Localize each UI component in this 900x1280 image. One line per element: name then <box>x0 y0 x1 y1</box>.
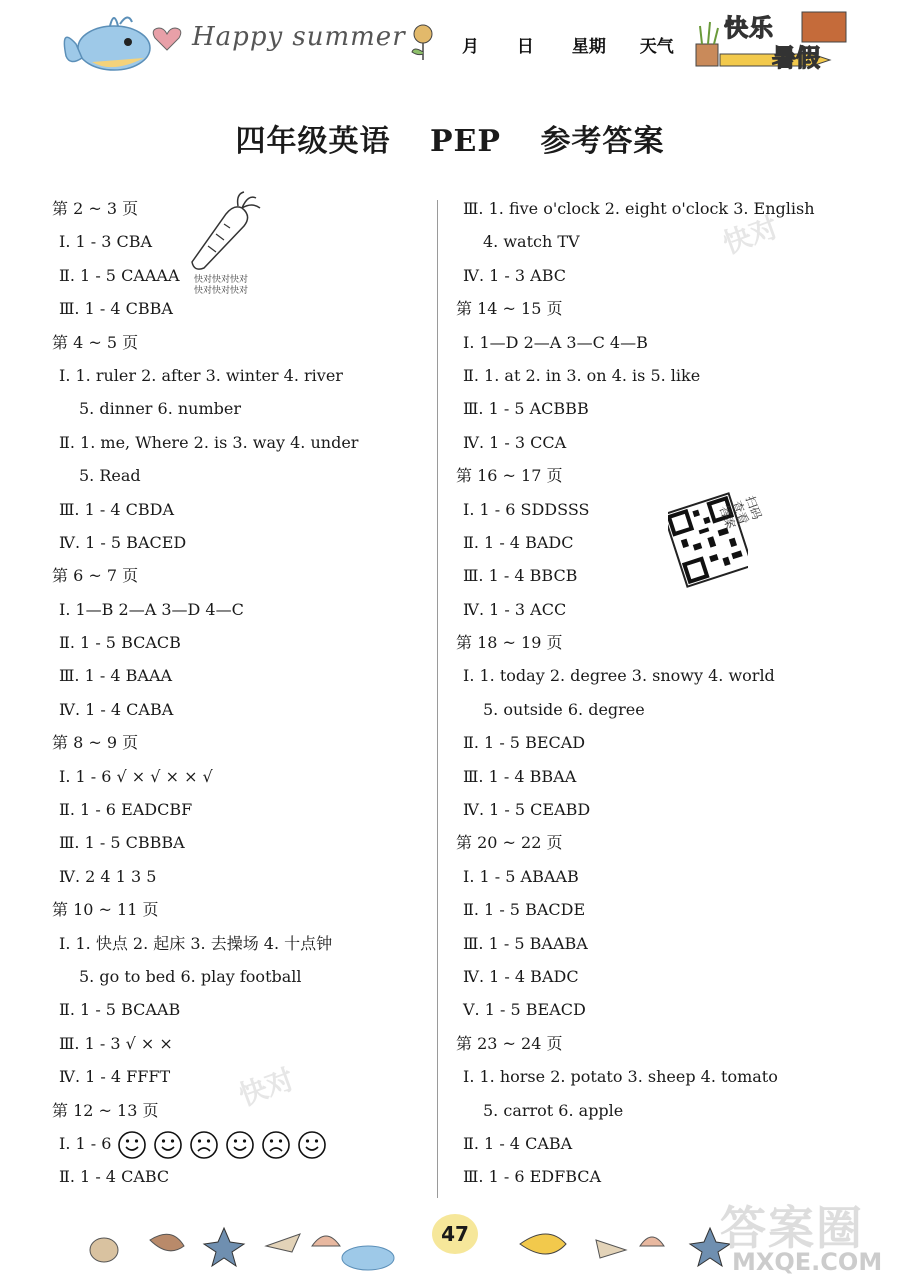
title-answers: 参考答案 <box>540 124 665 159</box>
answer-line <box>456 225 856 258</box>
answer-text: Ⅳ. 1 - 4 BADC <box>463 966 579 986</box>
answer-line <box>52 1127 422 1160</box>
answer-text: Ⅱ. 1 - 5 BACDE <box>463 900 586 920</box>
answer-line <box>456 1094 856 1127</box>
answer-text: 第 10 ~ 11 页 <box>52 900 159 920</box>
carrot-note-line: 快对快对快对 <box>194 275 249 285</box>
answer-line <box>456 392 856 425</box>
watermark-logo: 答案圈 <box>720 1201 864 1255</box>
answer-line <box>52 760 422 793</box>
page-range-heading <box>456 292 856 325</box>
answer-text: Ⅱ. 1 - 5 CAAAA <box>59 265 180 285</box>
weekday-label: 星期 <box>571 37 606 57</box>
answer-text: 第 8 ~ 9 页 <box>52 733 139 753</box>
badge-text-1: 快乐 <box>724 14 774 42</box>
answer-text: Ⅰ. 1—D 2—A 3—C 4—B <box>463 332 648 352</box>
smiley-face-icon <box>225 1130 255 1160</box>
flower-icon <box>408 22 438 62</box>
answer-line <box>52 392 422 425</box>
answer-text: 5. carrot 6. apple <box>483 1100 624 1120</box>
answer-text: Ⅲ. 1 - 3 √ × × <box>59 1033 173 1053</box>
answer-line <box>52 593 422 626</box>
answer-text: Ⅱ. 1 - 5 BCACB <box>59 633 181 653</box>
sad-face-icon <box>261 1130 291 1160</box>
answer-line <box>52 626 422 659</box>
answer-text: Ⅳ. 2 4 1 3 5 <box>59 866 157 886</box>
answer-line <box>52 927 422 960</box>
answer-text: Ⅲ. 1 - 5 CBBBA <box>59 833 185 853</box>
page-range-heading <box>52 559 422 592</box>
answer-text: Ⅰ. 1. horse 2. potato 3. sheep 4. tomato <box>463 1067 778 1087</box>
answer-text: Ⅱ. 1 - 5 BCAAB <box>59 1000 181 1020</box>
answer-text: Ⅲ. 1 - 6 EDFBCA <box>463 1167 602 1187</box>
answer-line <box>456 993 856 1026</box>
answer-text: Ⅱ. 1 - 4 BADC <box>463 532 574 552</box>
answer-line <box>456 259 856 292</box>
answer-text: 第 2 ~ 3 页 <box>52 199 139 218</box>
answer-line <box>456 693 856 726</box>
answer-line <box>52 1060 422 1093</box>
answer-text: Ⅳ. 1 - 3 ABC <box>463 265 567 285</box>
answer-text: Ⅰ. 1 - 6 <box>59 1133 112 1153</box>
sad-face-icon <box>189 1130 219 1160</box>
answer-text: Ⅱ. 1 - 4 CABC <box>59 1167 170 1187</box>
answer-text: Ⅲ. 1. five o'clock 2. eight o'clock 3. English <box>463 199 815 218</box>
happy-summer-text: Happy summer <box>192 22 406 52</box>
answer-text: Ⅲ. 1 - 4 CBBA <box>59 299 173 319</box>
page-range-heading <box>456 1027 856 1060</box>
page-range-heading <box>456 826 856 859</box>
answer-text: 第 14 ~ 15 页 <box>456 299 563 319</box>
answer-text: 5. go to bed 6. play football <box>79 966 302 986</box>
answer-text: Ⅲ. 1 - 4 BBAA <box>463 766 577 786</box>
answer-line <box>52 259 422 292</box>
page-range-heading <box>52 893 422 926</box>
answer-line <box>456 760 856 793</box>
answer-text: Ⅰ. 1. today 2. degree 3. snowy 4. world <box>463 666 775 686</box>
answer-line <box>456 1060 856 1093</box>
title-grade: 四年级英语 <box>235 124 391 159</box>
answer-line <box>52 993 422 1026</box>
page-range-heading <box>456 626 856 659</box>
answer-text: 第 20 ~ 22 页 <box>456 833 563 853</box>
answer-line <box>52 292 422 325</box>
answer-line <box>52 960 422 993</box>
answer-line <box>52 225 422 258</box>
smiley-face-icon <box>153 1130 183 1160</box>
answer-line <box>456 893 856 926</box>
answer-text: Ⅰ. 1. ruler 2. after 3. winter 4. river <box>59 365 343 385</box>
page-range-heading <box>52 326 422 359</box>
answer-line <box>456 192 856 225</box>
smiley-face-icon <box>297 1130 327 1160</box>
month-label: 月 <box>462 37 479 57</box>
answer-text: Ⅰ. 1. 快点 2. 起床 3. 去操场 4. 十点钟 <box>59 933 333 953</box>
answer-line <box>52 426 422 459</box>
answer-text: Ⅱ. 1 - 6 EADCBF <box>59 800 193 820</box>
page-title <box>0 116 900 160</box>
answer-line <box>456 1127 856 1160</box>
page-header <box>0 0 900 90</box>
answer-text: Ⅲ. 1 - 5 BAABA <box>463 933 588 953</box>
column-divider <box>437 200 438 1198</box>
qr-label: 扫码查看答案 <box>716 494 765 531</box>
watermark-ghost: 快对 <box>234 1062 299 1113</box>
answer-line <box>52 459 422 492</box>
answers-left-column <box>52 192 422 1194</box>
answer-text: Ⅴ. 1 - 5 BEACD <box>463 1000 586 1020</box>
answer-text: 第 4 ~ 5 页 <box>52 332 139 352</box>
title-edition: PEP <box>430 124 501 159</box>
face-answers <box>117 1128 333 1161</box>
answer-text: 第 6 ~ 7 页 <box>52 566 139 586</box>
answer-line <box>456 927 856 960</box>
answer-text: 第 23 ~ 24 页 <box>456 1033 563 1053</box>
answer-text: Ⅲ. 1 - 4 BAAA <box>59 666 173 686</box>
answer-line <box>456 593 856 626</box>
answer-text: Ⅰ. 1—B 2—A 3—D 4—C <box>59 599 244 619</box>
carrot-note-line: 快对快对快对 <box>194 286 249 296</box>
page-range-heading <box>52 1094 422 1127</box>
page-range-heading <box>52 726 422 759</box>
badge-text-2: 暑假 <box>772 44 820 72</box>
answer-line <box>456 526 856 559</box>
answer-line <box>456 326 856 359</box>
answer-text: 第 12 ~ 13 页 <box>52 1100 159 1120</box>
answer-text: Ⅱ. 1 - 5 BECAD <box>463 733 586 753</box>
answer-text: 4. watch TV <box>483 232 580 252</box>
answer-line <box>456 1160 856 1193</box>
answer-line <box>52 1160 422 1193</box>
answer-line <box>52 860 422 893</box>
watermark-ghost: 快对 <box>718 210 783 261</box>
answer-text: Ⅰ. 1 - 3 CBA <box>59 232 153 252</box>
page-range-heading <box>456 459 856 492</box>
answer-line <box>52 493 422 526</box>
heart-icon <box>152 26 182 52</box>
answer-line <box>52 826 422 859</box>
answer-text: Ⅰ. 1 - 5 ABAAB <box>463 866 579 886</box>
answer-text: Ⅳ. 1 - 4 FFFT <box>59 1067 171 1087</box>
answer-text: 5. Read <box>79 466 141 486</box>
answers-right-column <box>456 192 856 1194</box>
answer-line <box>456 559 856 592</box>
smiley-face-icon <box>117 1130 147 1160</box>
answer-text: Ⅰ. 1 - 6 √ × √ × × √ <box>59 766 213 786</box>
answer-text: Ⅳ. 1 - 5 CEABD <box>463 800 591 820</box>
answer-text: Ⅱ. 1. me, Where 2. is 3. way 4. under <box>59 432 359 452</box>
answer-line <box>52 659 422 692</box>
answer-text: Ⅳ. 1 - 3 CCA <box>463 432 567 452</box>
answer-text: 5. outside 6. degree <box>483 699 645 719</box>
answer-text: 第 16 ~ 17 页 <box>456 466 563 486</box>
answer-line <box>52 693 422 726</box>
day-label: 日 <box>516 37 534 57</box>
answer-line <box>456 793 856 826</box>
happy-vacation-badge <box>692 4 852 74</box>
answer-line <box>52 1027 422 1060</box>
answer-text: Ⅳ. 1 - 3 ACC <box>463 599 567 619</box>
answer-line <box>456 726 856 759</box>
answer-text: Ⅳ. 1 - 5 BACED <box>59 532 187 552</box>
answer-text: Ⅰ. 1 - 6 SDDSSS <box>463 499 590 519</box>
answer-text: 5. dinner 6. number <box>79 399 242 419</box>
answer-line <box>456 493 856 526</box>
answer-text: 第 18 ~ 19 页 <box>456 633 563 653</box>
answer-line <box>456 960 856 993</box>
answer-text: Ⅲ. 1 - 4 CBDA <box>59 499 175 519</box>
answer-line <box>456 426 856 459</box>
answer-text: Ⅲ. 1 - 5 ACBBB <box>463 399 589 419</box>
answer-line <box>456 860 856 893</box>
page-number: 47 <box>432 1214 478 1254</box>
answer-line <box>52 359 422 392</box>
answer-line <box>52 526 422 559</box>
answer-text: Ⅱ. 1. at 2. in 3. on 4. is 5. like <box>463 365 701 385</box>
answer-text: Ⅲ. 1 - 4 BBCB <box>463 566 578 586</box>
answer-line <box>456 359 856 392</box>
date-weather-fields <box>462 32 706 57</box>
weather-label: 天气 <box>639 37 674 57</box>
answer-line <box>456 659 856 692</box>
watermark-url: MXQE.COM <box>732 1248 883 1276</box>
page-range-heading <box>52 192 422 225</box>
answer-text: Ⅱ. 1 - 4 CABA <box>463 1133 573 1153</box>
answer-text: Ⅳ. 1 - 4 CABA <box>59 699 174 719</box>
answer-line <box>52 793 422 826</box>
